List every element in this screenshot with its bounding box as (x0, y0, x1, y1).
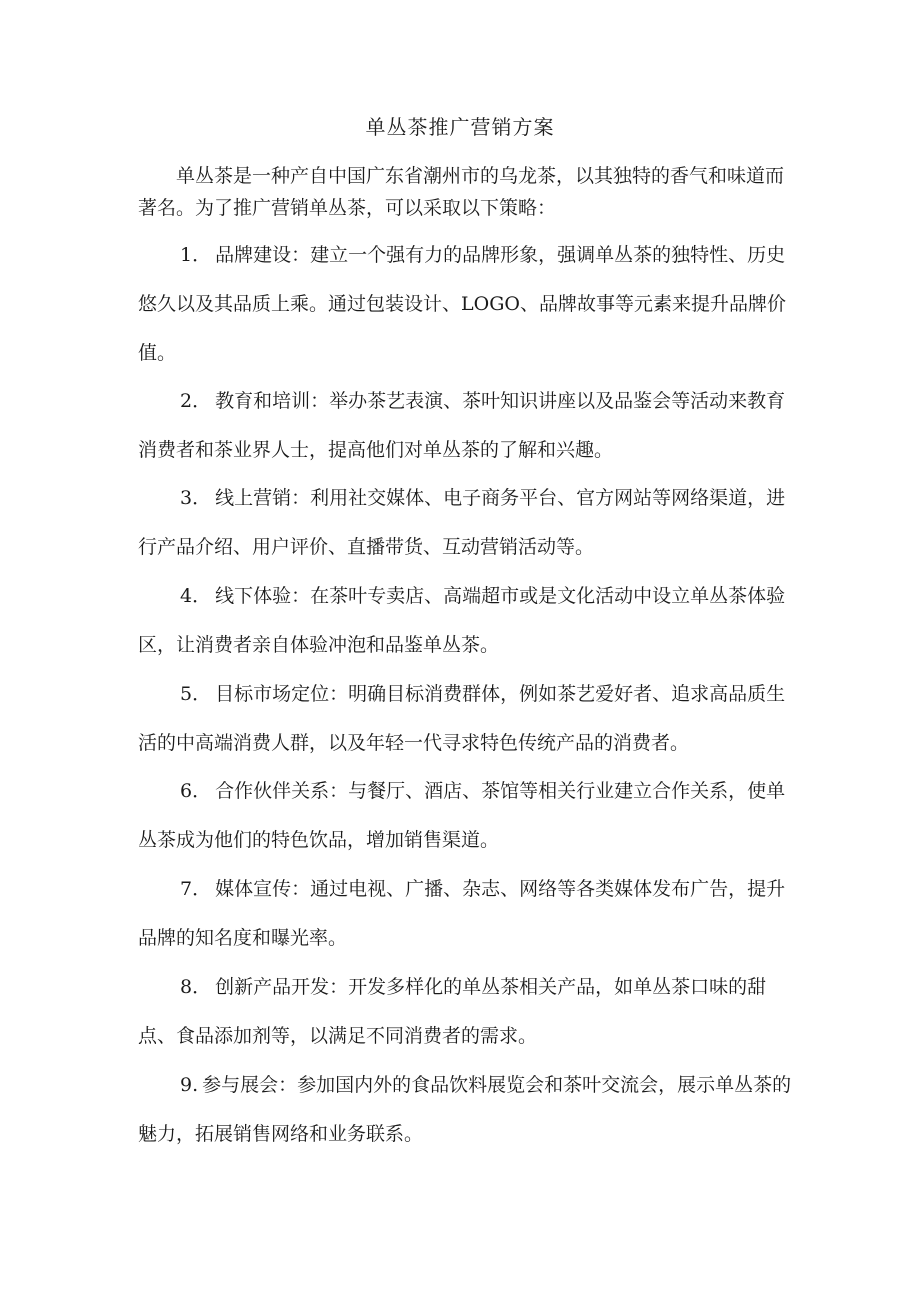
item-marker: 4． (180, 585, 212, 607)
item-text: 品牌建设：建立一个强有力的品牌形象，强调单丛茶的独特性、历史悠久以及其品质上乘。通过包装设计、LOGO、品牌故事等元素来提升品牌价值。 (138, 244, 786, 364)
strategy-item-9 (138, 1061, 798, 1159)
strategy-item-6 (138, 767, 798, 865)
item-marker: 1． (180, 244, 212, 266)
document-title: 单丛茶推广营销方案 (365, 115, 555, 139)
item-marker: 9. (180, 1074, 199, 1096)
item-text: 教育和培训：举办茶艺表演、茶叶知识讲座以及品鉴会等活动来教育消费者和茶业界人士，提高他们对单丛茶的了解和兴趣。 (138, 390, 786, 461)
item-text: 线上营销：利用社交媒体、电子商务平台、官方网站等网络渠道，进行产品介绍、用户评价、直播带货、互动营销活动等。 (138, 487, 786, 558)
strategy-item-7 (138, 865, 798, 963)
strategy-item-5 (138, 670, 798, 768)
item-marker: 2． (180, 390, 212, 412)
item-text: 创新产品开发：开发多样化的单丛茶相关产品，如单丛茶口味的甜点、食品添加剂等，以满足不同消费者的需求。 (138, 976, 767, 1047)
item-marker: 3． (180, 487, 212, 509)
item-text: 参与展会：参加国内外的食品饮料展览会和茶叶交流会，展示单丛茶的魅力，拓展销售网络和业务联系。 (138, 1074, 792, 1145)
strategy-item-4 (138, 572, 798, 670)
strategy-item-8 (138, 963, 798, 1061)
item-marker: 8． (180, 976, 212, 998)
strategy-item-3 (138, 474, 798, 572)
intro-paragraph: 单丛茶是一种产自中国广东省潮州市的乌龙茶，以其独特的香气和味道而著名。为了推广营销单丛茶，可以采取以下策略： (138, 165, 785, 219)
strategy-item-1 (138, 231, 798, 378)
item-marker: 6． (180, 780, 212, 802)
item-text: 目标市场定位：明确目标消费群体，例如茶艺爱好者、追求高品质生活的中高端消费人群，以及年轻一代寻求特色传统产品的消费者。 (138, 683, 786, 754)
strategy-item-2 (138, 377, 798, 475)
item-marker: 7． (180, 878, 212, 900)
item-text: 合作伙伴关系：与餐厅、酒店、茶馆等相关行业建立合作关系，使单丛茶成为他们的特色饮品，增加销售渠道。 (138, 780, 786, 851)
item-text: 线下体验：在茶叶专卖店、高端超市或是文化活动中设立单丛茶体验区，让消费者亲自体验冲泡和品鉴单丛茶。 (138, 585, 786, 656)
item-text: 媒体宣传：通过电视、广播、杂志、网络等各类媒体发布广告，提升品牌的知名度和曝光率。 (138, 878, 786, 949)
item-marker: 5． (180, 683, 212, 705)
